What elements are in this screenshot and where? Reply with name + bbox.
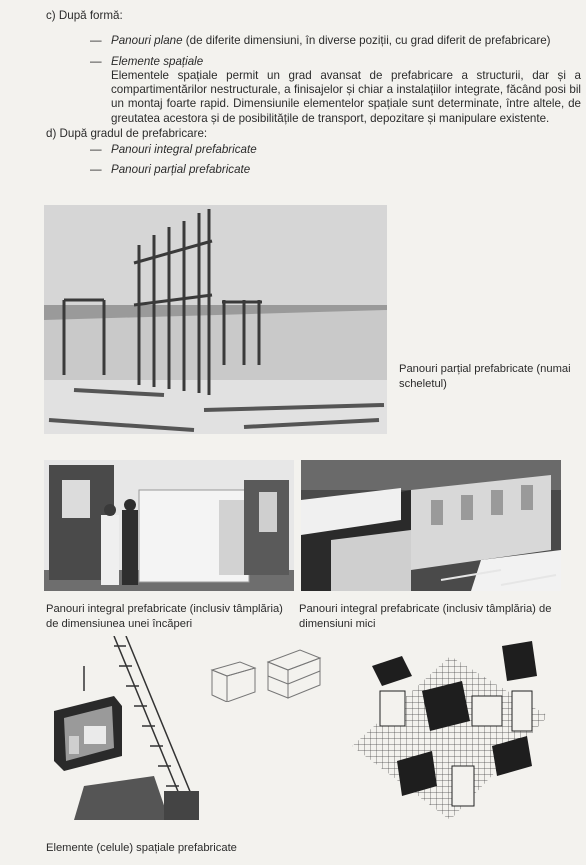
skeleton-frame-photo [44, 205, 387, 434]
caption-small-size: Panouri integral prefabricate (inclusiv tâmplăria) de dimensiuni mici [299, 603, 552, 630]
item-description: (de diferite dimensiuni, în diverse poziții, cu grad diferit de prefabricare) [182, 34, 551, 47]
item-title: Panouri plane [111, 34, 183, 47]
caption-spatial: Elemente (celule) spațiale prefabricate [46, 842, 237, 854]
box-units-diagram [210, 640, 330, 702]
dash-marker: — [90, 55, 102, 68]
item-integral: Panouri integral prefabricate [111, 143, 257, 156]
spatial-elements-paragraph: Elementele spațiale permit un grad avansat de prefabricare a structurii, dar și a compartimentărilor nestructurale, a finisajelor și chiar a instalațiilor integrate, făcând posi bil un montaj foarte rapid. Dimensiunile elementelor spațiale sunt determinate, între altele, de greutatea acestora și de posibilitățile de transport, depozitare și manipulare existente. [111, 69, 581, 125]
dash-marker: — [90, 163, 102, 176]
caption-partial-prefab: Panouri parțial prefabricate (numai scheletul) [399, 363, 571, 390]
caption-room-size: Panouri integral prefabricate (inclusiv tâmplăria) de dimensiunea unei încăperi [46, 603, 283, 630]
crane-module-drawing [44, 636, 204, 820]
item-elemente-spatiale: Elemente spațiale [111, 55, 204, 68]
small-panels-photo [301, 460, 561, 591]
dash-marker: — [90, 143, 102, 156]
cell-structure-drawing [352, 636, 548, 820]
section-c-heading: c) După formă: [46, 9, 123, 22]
item-panouri-plane [111, 34, 551, 48]
dash-marker: — [90, 34, 102, 47]
section-d-heading: d) După gradul de prefabricare: [46, 127, 208, 140]
room-size-panels-photo [44, 460, 294, 591]
item-partial: Panouri parțial prefabricate [111, 163, 251, 176]
